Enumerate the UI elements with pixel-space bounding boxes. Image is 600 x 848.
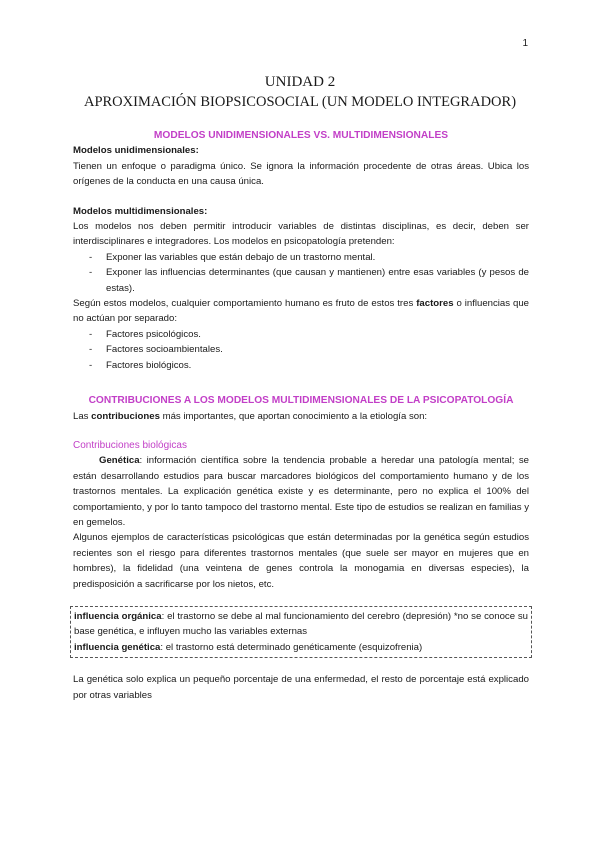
list-item: - Factores psicológicos. (73, 327, 529, 342)
list-item: - Exponer las variables que están debajo de un trastorno mental. (73, 250, 529, 265)
unit-subtitle: APROXIMACIÓN BIOPSICOSOCIAL (UN MODELO INTEGRADOR) (83, 94, 517, 110)
factors-list (73, 327, 529, 373)
multidimensional-label: Modelos multidimensionales: (73, 205, 208, 217)
subsection-heading-biological: Contribuciones biológicas (73, 439, 187, 451)
examples-paragraph: Algunos ejemplos de características psicológicas que están determinadas por la genética según estudios recientes son el riesgo para diferentes trastornos mentales (que suele ser mayor en mujeres que en hombres), la fidelidad (una veintena de genes controla la monogamia en diversas especies), la predisposición a sacrificarse por los nietos, etc. (73, 532, 529, 590)
factors-paragraph: Según estos modelos, cualquier comportamiento humano es fruto de estos tres factores o influencias que no actúan por separado: (73, 298, 530, 325)
genetics-paragraph: Genética: información científica sobre la tendencia probable a heredar una patología mental; se están desarrollando estudios para buscar marcadores biológicos del comportamiento humano y de los trastornos mentales. La explicación genética existe y es determinante, pero no explica el 100% del comportamiento, y por lo tanto tampoco del trastorno mental. Este tipo de estudios se realizan en familias y en gemelos. (73, 455, 529, 528)
title-block (0, 72, 600, 112)
section-heading-contributions: CONTRIBUCIONES A LOS MODELOS MULTIDIMENSIONALES DE LA PSICOPATOLOGÍA (88, 395, 514, 407)
aims-list (73, 250, 529, 296)
list-item: - Factores socioambientales. (73, 342, 529, 357)
unit-title: UNIDAD 2 (264, 74, 336, 90)
genetic-influence: influencia genética: el trastorno está determinado genéticamente (esquizofrenia) (74, 641, 423, 653)
list-item: - Exponer las influencias determinantes (que causan y mantienen) entre esas variables (y pesos de estas). (73, 265, 529, 296)
contributions-intro: Las contribuciones más importantes, que aportan conocimiento a la etiología son: (73, 410, 428, 422)
unidimensional-text: Tienen un enfoque o paradigma único. Se ignora la información procedente de otras áreas. Ubica los orígenes de la conducta en una causa única. (73, 160, 529, 188)
document-body (73, 128, 529, 703)
closing-paragraph: La genética solo explica un pequeño porcentaje de una enfermedad, el resto de porcentaje está explicado por otras variables (73, 674, 529, 701)
section-heading-models: MODELOS UNIDIMENSIONALES VS. MULTIDIMENSIONALES (153, 130, 449, 141)
influence-box (70, 606, 532, 658)
organic-influence: influencia orgánica: el trastorno se debe al mal funcionamiento del cerebro (depresión) *no se conoce su base genética, e influyen mucho las variables externas (74, 610, 528, 638)
unidimensional-label: Modelos unidimensionales: (73, 145, 199, 157)
multidimensional-text: Los modelos nos deben permitir introducir variables de distintas disciplinas, es decir, deben ser interdisciplinares e integradores. Los modelos en psicopatología pretenden: (73, 221, 529, 248)
list-item: - Factores biológicos. (73, 358, 529, 373)
page-number: 1 (522, 38, 528, 49)
